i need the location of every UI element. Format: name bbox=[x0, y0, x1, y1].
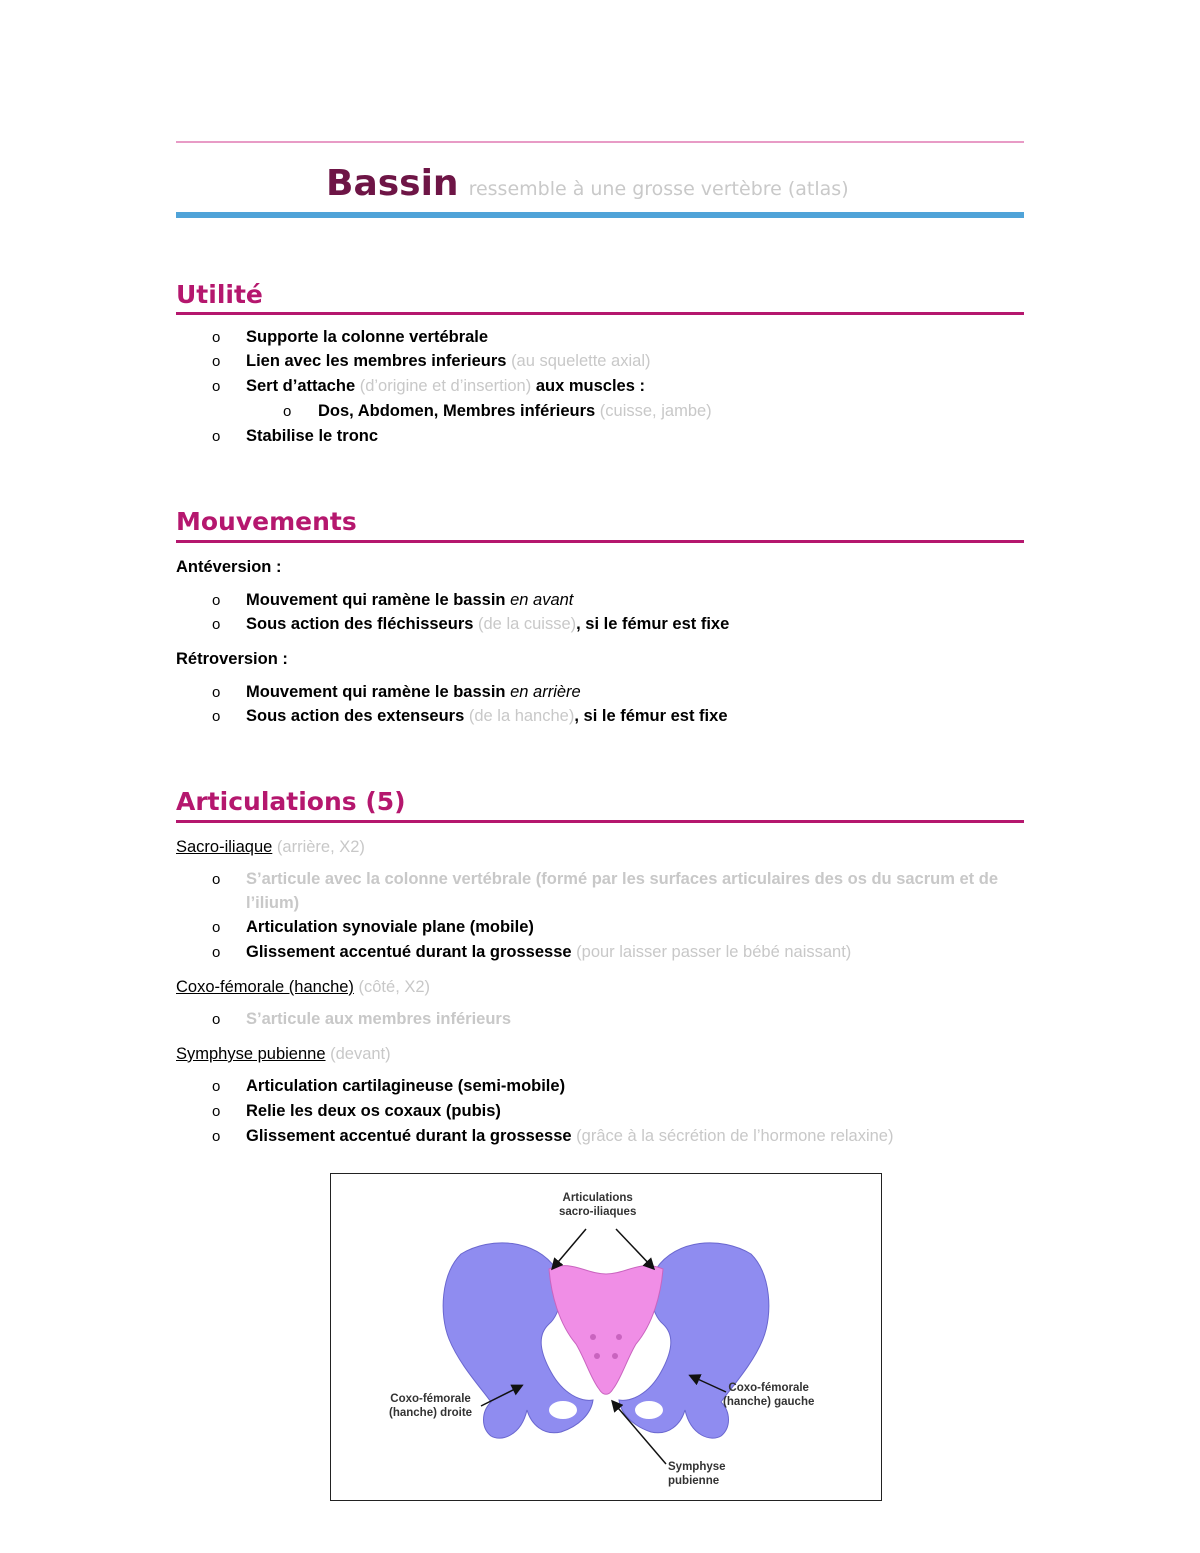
label-coxo-gauche: Coxo-fémorale (hanche) gauche bbox=[723, 1382, 815, 1408]
list-item-text: Sous action des extenseurs bbox=[246, 707, 465, 725]
list-item-text: Articulation synoviale plane (mobile) bbox=[246, 918, 534, 936]
bullet: o bbox=[212, 871, 221, 888]
list-item-note: (pour laisser passer le bébé naissant) bbox=[576, 943, 852, 961]
bullet: o bbox=[212, 592, 221, 609]
heading-articulations: Articulations (5) bbox=[176, 787, 406, 816]
list-item-note: (d’origine et d’insertion) bbox=[359, 377, 532, 395]
sacrum bbox=[549, 1266, 663, 1395]
label-sacro-iliaques: Articulations sacro-iliaques bbox=[559, 1192, 637, 1218]
coxo-femorale-title: Coxo-fémorale (hanche) bbox=[176, 978, 354, 996]
title-main: Bassin bbox=[326, 163, 459, 204]
list-item-text: Mouvement qui ramène le bassin bbox=[246, 683, 506, 701]
heading-rule bbox=[176, 540, 1024, 543]
anteversion-label: Antéversion : bbox=[176, 558, 282, 576]
title-rule bbox=[176, 212, 1024, 218]
list-item-emphasis: en avant bbox=[510, 591, 574, 609]
list-item-text: Glissement accentué durant la grossesse bbox=[246, 1127, 572, 1145]
list-item-text: Sous action des fléchisseurs bbox=[246, 615, 474, 633]
list-item-note: (cuisse, jambe) bbox=[599, 402, 712, 420]
bullet: o bbox=[212, 428, 221, 445]
list-item-note: (de la hanche) bbox=[468, 707, 575, 725]
bullet: o bbox=[212, 1103, 221, 1120]
sacral-foramen bbox=[590, 1334, 596, 1340]
list-item-note: (grâce à la sécrétion de l’hormone relaxine) bbox=[576, 1127, 894, 1145]
obturator-foramen-right bbox=[549, 1401, 577, 1419]
list-item-text: Dos, Abdomen, Membres inférieurs bbox=[318, 402, 596, 420]
list-item-text: l’ilium) bbox=[246, 894, 300, 912]
top-rule bbox=[176, 141, 1024, 143]
list-item-text: , si le fémur est fixe bbox=[576, 615, 730, 633]
heading-rule bbox=[176, 820, 1024, 823]
sacral-foramen bbox=[612, 1353, 618, 1359]
obturator-foramen-left bbox=[635, 1401, 663, 1419]
bullet: o bbox=[212, 1078, 221, 1095]
list-item-text: S’articule avec la colonne vertébrale (formé par les surfaces articulaires des os du sacrum et de bbox=[246, 870, 998, 888]
bullet: o bbox=[212, 1011, 221, 1028]
bullet: o bbox=[283, 403, 292, 420]
bullet: o bbox=[212, 1128, 221, 1145]
heading-mouvements: Mouvements bbox=[176, 507, 357, 536]
coxo-femorale-note: (côté, X2) bbox=[358, 978, 431, 996]
list-item-text: Glissement accentué durant la grossesse bbox=[246, 943, 572, 961]
bullet: o bbox=[212, 616, 221, 633]
sacral-foramen bbox=[594, 1353, 600, 1359]
heading-utilite: Utilité bbox=[176, 280, 263, 309]
label-coxo-droite: Coxo-fémorale (hanche) droite bbox=[389, 1393, 473, 1419]
sacro-iliaque-note: (arrière, X2) bbox=[276, 838, 365, 856]
symphyse-note: (devant) bbox=[330, 1045, 391, 1063]
list-item-text: Articulation cartilagineuse (semi-mobile) bbox=[246, 1077, 566, 1095]
list-item-text: Stabilise le tronc bbox=[246, 427, 379, 445]
sacral-foramen bbox=[616, 1334, 622, 1340]
list-item-text: Supporte la colonne vertébrale bbox=[246, 328, 489, 346]
list-item-text: Relie les deux os coxaux (pubis) bbox=[246, 1102, 501, 1120]
bullet: o bbox=[212, 919, 221, 936]
bullet: o bbox=[212, 684, 221, 701]
pelvis-figure bbox=[330, 1173, 882, 1501]
sacro-iliaque-title: Sacro-iliaque bbox=[176, 838, 273, 856]
symphyse-label bbox=[176, 1044, 391, 1064]
list-item-text: Sert d’attache bbox=[246, 377, 356, 395]
list-item-text: Lien avec les membres inferieurs bbox=[246, 352, 507, 370]
heading-rule bbox=[176, 312, 1024, 315]
arrow-sacro-left bbox=[616, 1229, 653, 1268]
coxo-femorale-label bbox=[176, 977, 430, 997]
page-title bbox=[326, 163, 849, 204]
arrow-sacro-right bbox=[553, 1229, 586, 1268]
bullet: o bbox=[212, 708, 221, 725]
list-item-text: Mouvement qui ramène le bassin bbox=[246, 591, 506, 609]
list-item-text: aux muscles : bbox=[535, 377, 645, 395]
sacro-iliaque-label bbox=[176, 837, 365, 857]
list-item-note: (au squelette axial) bbox=[511, 352, 651, 370]
symphyse-title: Symphyse pubienne bbox=[176, 1045, 326, 1063]
list-item-note: (de la cuisse) bbox=[478, 615, 577, 633]
retroversion-label: Rétroversion : bbox=[176, 650, 288, 668]
list-item-text: , si le fémur est fixe bbox=[574, 707, 728, 725]
list-item-text: S’articule aux membres inférieurs bbox=[246, 1010, 512, 1028]
label-symphyse: Symphyse pubienne bbox=[668, 1461, 726, 1487]
bullet: o bbox=[212, 378, 221, 395]
title-subtitle: ressemble à une grosse vertèbre (atlas) bbox=[468, 178, 849, 200]
bullet: o bbox=[212, 353, 221, 370]
bullet: o bbox=[212, 329, 221, 346]
pelvis-illustration bbox=[331, 1174, 881, 1500]
list-item-emphasis: en arrière bbox=[510, 683, 581, 701]
bullet: o bbox=[212, 944, 221, 961]
